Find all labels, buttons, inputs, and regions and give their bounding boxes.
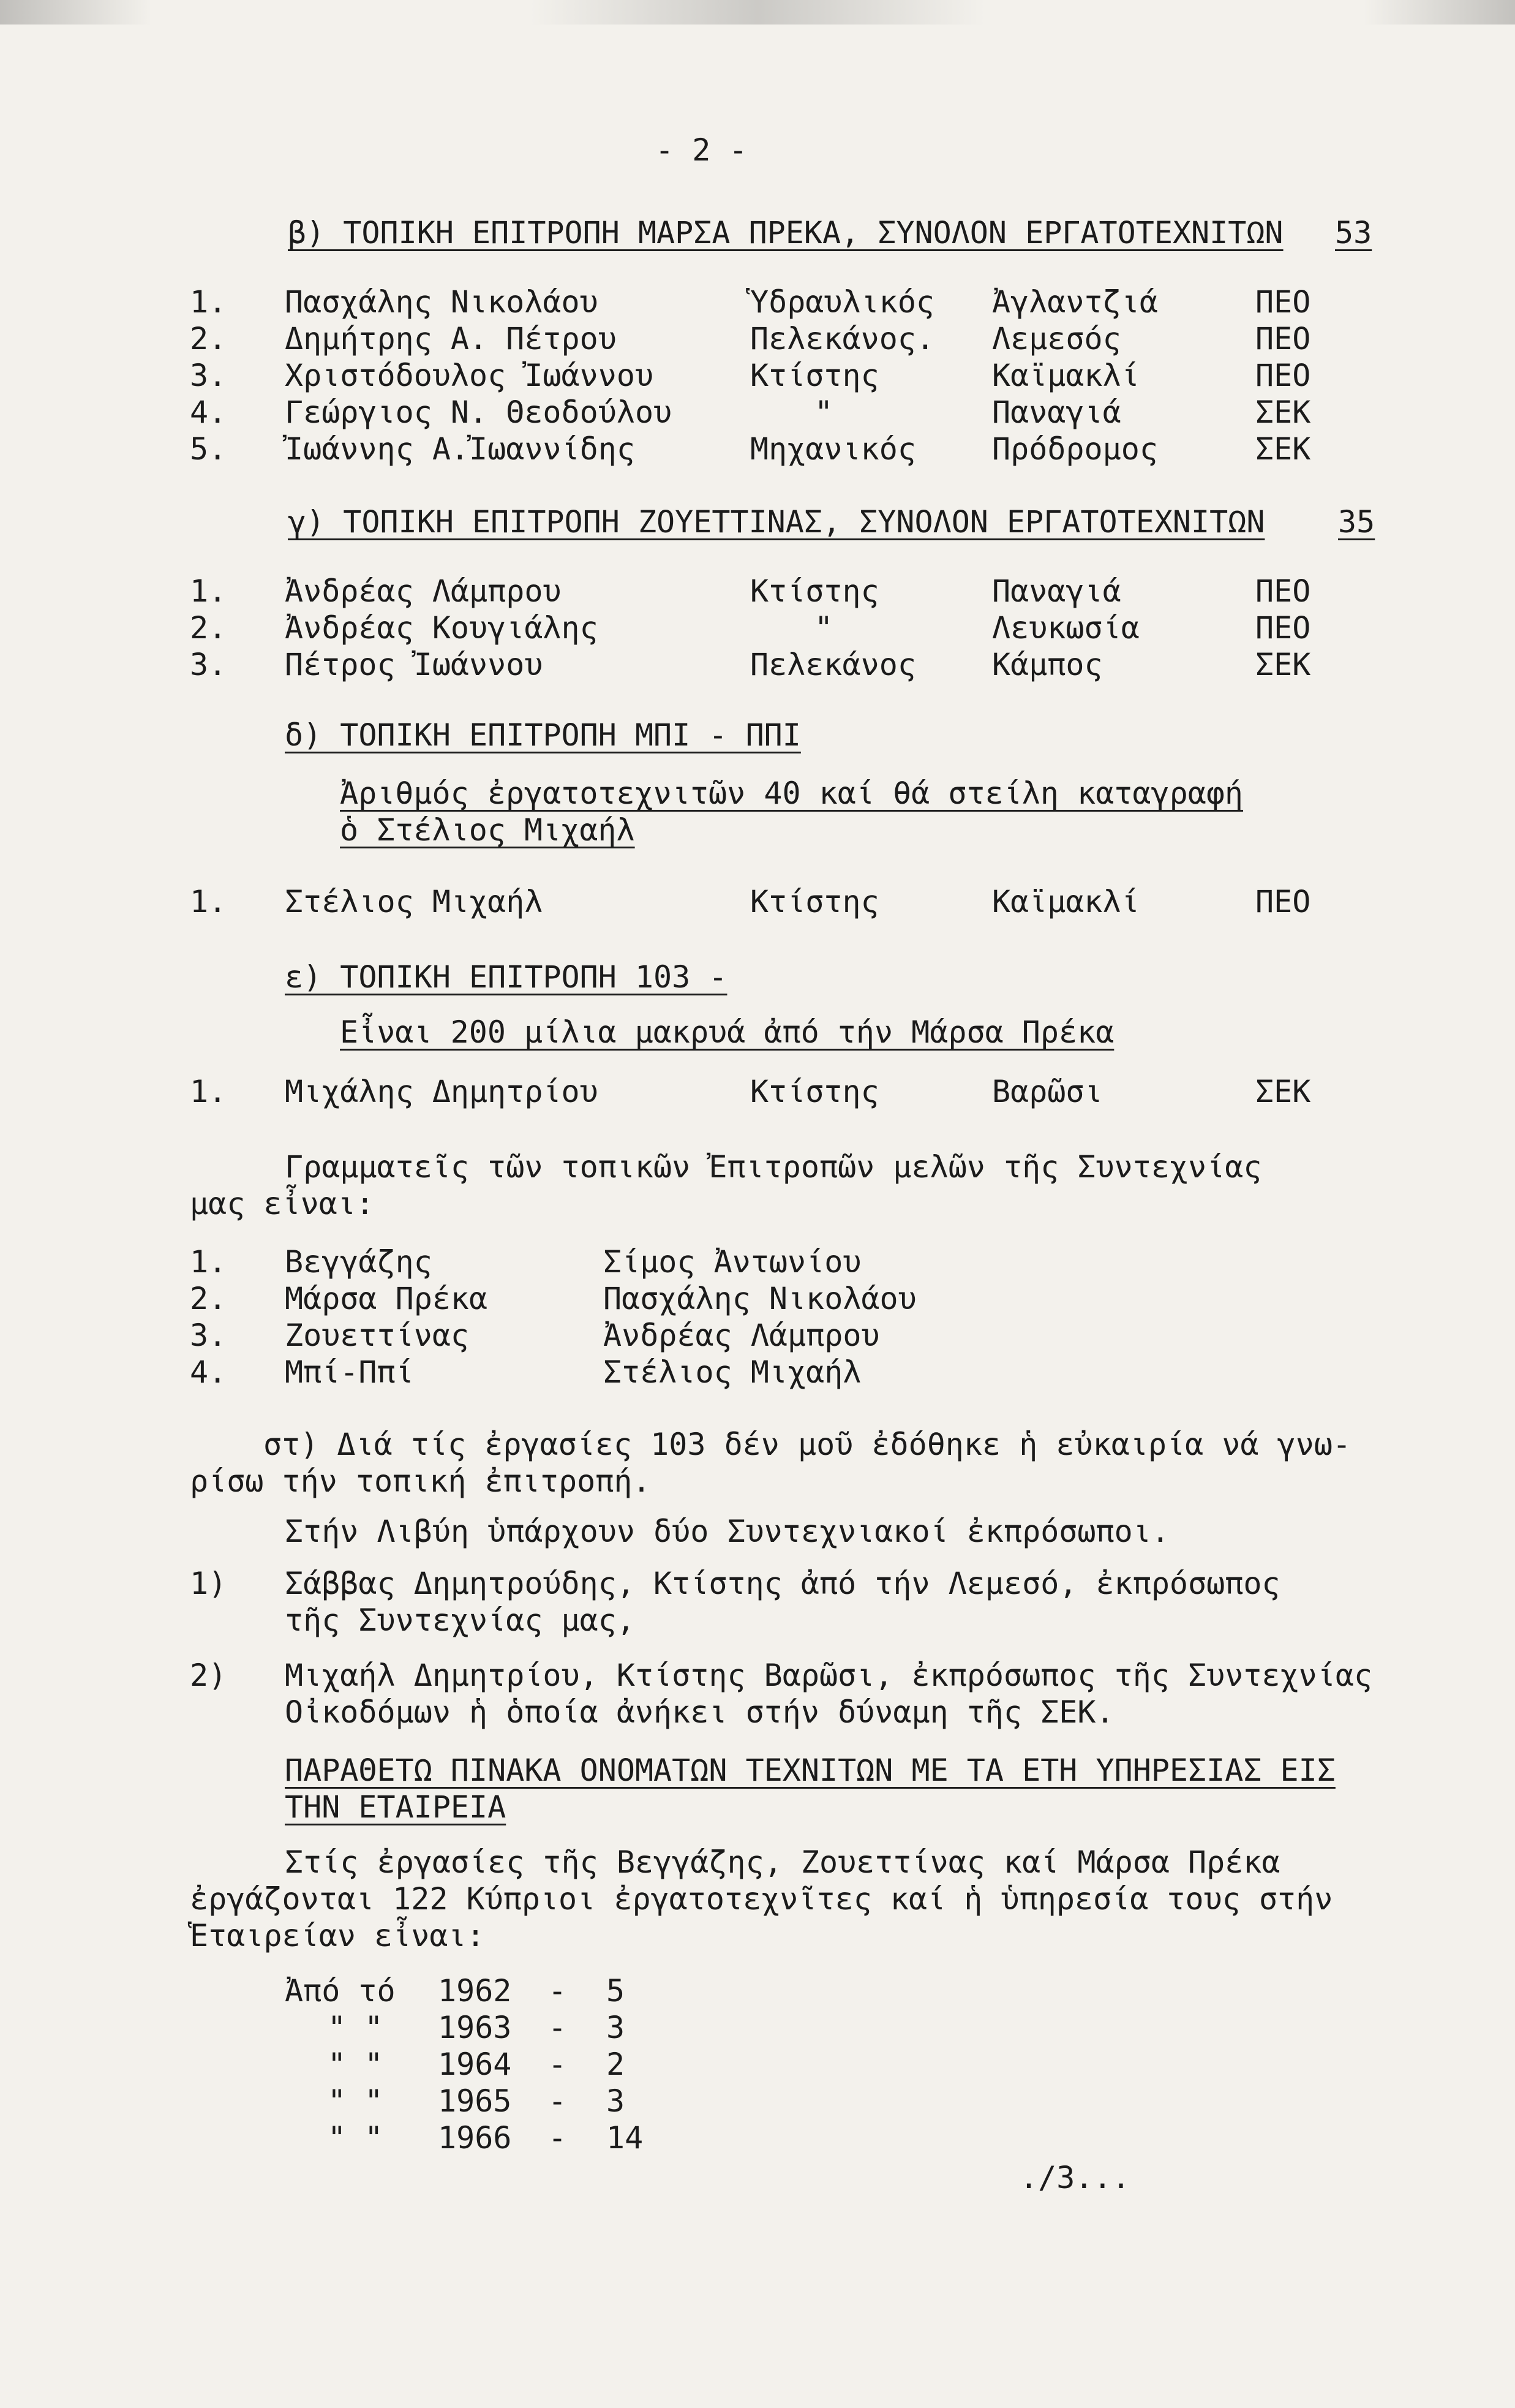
- row-number: 1.: [190, 1244, 227, 1280]
- member-name: Δημήτρης Α. Πέτρου: [285, 321, 617, 357]
- worker-count: 5: [606, 1973, 625, 2009]
- table-heading-line2: ΤΗΝ ΕΤΑΙΡΕΙΑ: [285, 1789, 506, 1825]
- committee-place: Ζουεττίνας: [285, 1318, 470, 1353]
- member-union: ΠΕΟ: [1255, 573, 1311, 609]
- year-value: 1963: [438, 2010, 512, 2045]
- section-st-line2: ρίσω τήν τοπική ἐπιτροπή.: [190, 1463, 651, 1499]
- row-number: 5.: [190, 431, 227, 467]
- member-name: Ἀνδρέας Κουγιάλης: [285, 610, 598, 646]
- year-label: Ἀπό τό: [285, 1973, 396, 2009]
- member-trade: Μηχανικός: [750, 431, 916, 467]
- secretaries-intro-line1: Γραμματεῖς τῶν τοπικῶν Ἐπιτροπῶν μελῶν τῆς Συντεχνίας: [285, 1149, 1262, 1185]
- member-name: Πέτρος Ἰωάννου: [285, 647, 543, 682]
- workers-paragraph-line3: Ἑταιρείαν εἶναι:: [190, 1918, 485, 1953]
- secretaries-intro-line2: μας εἶναι:: [190, 1186, 375, 1221]
- member-place: Καϊμακλί: [992, 358, 1140, 393]
- row-number: 2.: [190, 610, 227, 646]
- section-d-title: δ) ΤΟΠΙΚΗ ΕΠΙΤΡΟΠΗ ΜΠΙ - ΠΠΙ: [285, 717, 801, 753]
- committee-place: Μάρσα Πρέκα: [285, 1281, 488, 1316]
- member-place: Λευκωσία: [992, 610, 1140, 646]
- member-trade: Ὑδραυλικός: [750, 284, 935, 320]
- member-name: Γεώργιος Ν. Θεοδούλου: [285, 394, 672, 430]
- worker-count: 3: [606, 2083, 625, 2119]
- committee-place: Βεγγάζης: [285, 1244, 432, 1280]
- member-union: ΣΕΚ: [1255, 1074, 1311, 1109]
- rep-number: 2): [190, 1658, 227, 1693]
- section-e-title-text: ε) ΤΟΠΙΚΗ ΕΠΙΤΡΟΠΗ 103 -: [285, 959, 727, 995]
- member-trade: Κτίστης: [750, 884, 879, 919]
- row-number: 1.: [190, 573, 227, 609]
- member-union: ΠΕΟ: [1255, 321, 1311, 357]
- section-b-count: 53: [1335, 215, 1372, 251]
- libya-representatives-line: Στήν Λιβύη ὑπάρχουν δύο Συντεχνιακοί ἐκπρόσωποι.: [285, 1514, 1170, 1549]
- member-place: Λεμεσός: [992, 321, 1121, 357]
- rep-line1: Σάββας Δημητρούδης, Κτίστης ἀπό τήν Λεμεσό, ἐκπρόσωπος: [285, 1566, 1280, 1601]
- member-union: ΠΕΟ: [1255, 358, 1311, 393]
- year-label: " ": [328, 2010, 383, 2045]
- member-trade: ": [814, 610, 833, 646]
- year-value: 1964: [438, 2047, 512, 2082]
- row-number: 1.: [190, 284, 227, 320]
- year-dash: -: [548, 2047, 567, 2082]
- section-st-line1: στ) Διά τίς ἐργασίες 103 δέν μοῦ ἐδόθηκε ἡ εὐκαιρία νά γνω-: [263, 1427, 1351, 1462]
- member-place: Ἀγλαντζιά: [992, 284, 1158, 320]
- member-trade: ": [814, 394, 833, 430]
- year-value: 1965: [438, 2083, 512, 2119]
- page-number: - 2 -: [655, 132, 748, 168]
- member-place: Πρόδρομος: [992, 431, 1158, 467]
- section-e-note: Εἶναι 200 μίλια μακρυά ἀπό τήν Μάρσα Πρέκα: [340, 1014, 1115, 1050]
- year-dash: -: [548, 1973, 567, 2009]
- member-trade: Κτίστης: [750, 358, 879, 393]
- member-trade: Κτίστης: [750, 573, 879, 609]
- section-e-title: [285, 959, 727, 995]
- year-label: " ": [328, 2083, 383, 2119]
- rep-line2: Οἰκοδόμων ἡ ὁποία ἀνήκει στήν δύναμη τῆς ΣΕΚ.: [285, 1694, 1115, 1730]
- row-number: 2.: [190, 1281, 227, 1316]
- member-union: ΠΕΟ: [1255, 284, 1311, 320]
- member-union: ΠΕΟ: [1255, 884, 1311, 919]
- year-label: " ": [328, 2120, 383, 2156]
- row-number: 3.: [190, 358, 227, 393]
- section-b-title: β) ΤΟΠΙΚΗ ΕΠΙΤΡΟΠΗ ΜΑΡΣΑ ΠΡΕΚΑ, ΣΥΝΟΛΟΝ ΕΡΓΑΤΟΤΕΧΝΙΤΩΝ: [288, 215, 1284, 251]
- year-dash: -: [548, 2120, 567, 2156]
- continuation-marker: ./3...: [1020, 2160, 1130, 2195]
- member-place: Καϊμακλί: [992, 884, 1140, 919]
- rep-line1: Μιχαήλ Δημητρίου, Κτίστης Βαρῶσι, ἐκπρόσωπος τῆς Συντεχνίας: [285, 1658, 1373, 1693]
- committee-place: Μπί-Ππί: [285, 1354, 414, 1390]
- worker-count: 3: [606, 2010, 625, 2045]
- row-number: 4.: [190, 1354, 227, 1390]
- member-name: Στέλιος Μιχαήλ: [285, 884, 543, 919]
- secretary-name: Πασχάλης Νικολάου: [603, 1281, 917, 1316]
- member-place: Παναγιά: [992, 573, 1121, 609]
- member-place: Κάμπος: [992, 647, 1103, 682]
- row-number: 2.: [190, 321, 227, 357]
- year-dash: -: [548, 2010, 567, 2045]
- rep-line2: τῆς Συντεχνίας μας,: [285, 1602, 635, 1638]
- member-name: Μιχάλης Δημητρίου: [285, 1074, 598, 1109]
- member-name: Χριστόδουλος Ἰωάννου: [285, 358, 654, 393]
- member-union: ΣΕΚ: [1255, 647, 1311, 682]
- member-trade: Πελεκάνος: [750, 647, 916, 682]
- member-trade: Κτίστης: [750, 1074, 879, 1109]
- row-number: 4.: [190, 394, 227, 430]
- year-value: 1966: [438, 2120, 512, 2156]
- member-name: Ἀνδρέας Λάμπρου: [285, 573, 562, 609]
- table-heading-line1: ΠΑΡΑΘΕΤΩ ΠΙΝΑΚΑ ΟΝΟΜΑΤΩΝ ΤΕΧΝΙΤΩΝ ΜΕ ΤΑ ΕΤΗ ΥΠΗΡΕΣΙΑΣ ΕΙΣ: [285, 1753, 1336, 1788]
- scan-edge-noise: [0, 0, 1515, 25]
- secretary-name: Ἀνδρέας Λάμπρου: [603, 1318, 880, 1353]
- workers-paragraph-line1: Στίς ἐργασίες τῆς Βεγγάζης, Ζουεττίνας καί Μάρσα Πρέκα: [285, 1844, 1280, 1880]
- year-value: 1962: [438, 1973, 512, 2009]
- member-name: Ἰωάννης Α.Ἰωαννίδης: [285, 431, 635, 467]
- row-number: 1.: [190, 884, 227, 919]
- member-union: ΣΕΚ: [1255, 394, 1311, 430]
- section-c-count: 35: [1338, 504, 1375, 540]
- secretary-name: Στέλιος Μιχαήλ: [603, 1354, 862, 1390]
- rep-number: 1): [190, 1566, 227, 1601]
- row-number: 3.: [190, 647, 227, 682]
- member-union: ΣΕΚ: [1255, 431, 1311, 467]
- year-label: " ": [328, 2047, 383, 2082]
- member-trade: Πελεκάνος.: [750, 321, 935, 357]
- section-d-note-line1: Ἀριθμός ἐργατοτεχνιτῶν 40 καί θά στείλη καταγραφή: [340, 776, 1244, 811]
- worker-count: 14: [606, 2120, 644, 2156]
- section-d-note-line2: ὁ Στέλιος Μιχαήλ: [340, 812, 635, 848]
- workers-paragraph-line2: ἐργάζονται 122 Κύπριοι ἐργατοτεχνῖτες καί ἡ ὑπηρεσία τους στήν: [190, 1881, 1333, 1917]
- member-place: Παναγιά: [992, 394, 1121, 430]
- member-name: Πασχάλης Νικολάου: [285, 284, 598, 320]
- row-number: 3.: [190, 1318, 227, 1353]
- section-c-title: γ) ΤΟΠΙΚΗ ΕΠΙΤΡΟΠΗ ΖΟΥΕΤΤΙΝΑΣ, ΣΥΝΟΛΟΝ ΕΡΓΑΤΟΤΕΧΝΙΤΩΝ: [288, 504, 1265, 540]
- worker-count: 2: [606, 2047, 625, 2082]
- member-union: ΠΕΟ: [1255, 610, 1311, 646]
- year-dash: -: [548, 2083, 567, 2119]
- secretary-name: Σίμος Ἀντωνίου: [603, 1244, 862, 1280]
- row-number: 1.: [190, 1074, 227, 1109]
- member-place: Βαρῶσι: [992, 1074, 1103, 1109]
